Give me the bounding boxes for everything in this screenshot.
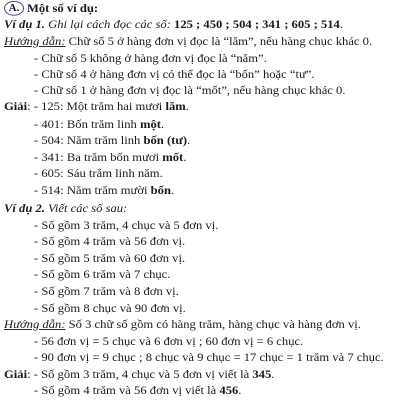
section-badge: A. bbox=[4, 1, 24, 16]
solution-1-bold-3: bốn (tư) bbox=[143, 134, 188, 148]
guide-2-line-1 bbox=[4, 318, 361, 332]
solution-1-line-6 bbox=[34, 184, 174, 198]
guide-1-line-4: - Chữ số 1 ở hàng đơn vị đọc là “mốt”, nếu hàng chục khác 0. bbox=[34, 83, 346, 97]
solution-2-text-2: - Số gồm 4 trăm và 56 đơn vị viết là bbox=[34, 384, 220, 398]
solution-1-bold-1: lăm bbox=[165, 100, 186, 114]
solution-1-line-1 bbox=[4, 100, 189, 114]
example-2-item: - Số gồm 5 trăm và 60 đơn vị. bbox=[34, 251, 186, 265]
guide-2-label: Hướng dẫn: bbox=[4, 318, 66, 331]
solution-1-end-2: . bbox=[160, 117, 165, 131]
solution-2-line-2 bbox=[34, 384, 241, 398]
solution-2-end-1: . bbox=[271, 367, 275, 381]
example-2-item: - Số gồm 6 trăm và 7 chục. bbox=[34, 268, 171, 282]
solution-1-line-3 bbox=[34, 134, 190, 148]
guide-1-line-3: - Chữ số 4 ở hàng đơn vị có thể đọc là “bốn” hoặc “tư”. bbox=[34, 68, 315, 81]
example-1-numbers: 125 ; 450 ; 504 ; 341 ; 605 ; 514 bbox=[174, 18, 340, 32]
solution-1-line-4 bbox=[34, 151, 186, 165]
solution-1-text-6: - 514: Năm trăm mười bbox=[34, 183, 151, 197]
solution-2-label: Giải bbox=[4, 367, 28, 381]
example-2-task: Viết các số sau: bbox=[44, 202, 128, 216]
solution-1-end-6: . bbox=[170, 183, 175, 197]
solution-1-label: Giải bbox=[4, 100, 28, 114]
solution-1-text-3: - 504: Năm trăm linh bbox=[34, 134, 144, 148]
solution-1-line-2 bbox=[34, 118, 164, 132]
solution-1-end-1: . bbox=[185, 100, 189, 114]
guide-2-text-1: Số 3 chữ số gồm có hàng trăm, hàng chục và hàng đơn vị. bbox=[65, 318, 361, 331]
guide-2-line-2: - 56 đơn vị = 5 chục và 6 đơn vị ; 60 đơn vị = 6 chục. bbox=[34, 334, 304, 348]
solution-1-end-3: . bbox=[187, 134, 191, 148]
example-1-task: Ghi lại cách đọc các số: bbox=[44, 18, 175, 32]
solution-2-bold-1: 345 bbox=[252, 367, 272, 381]
solution-1-end-4: . bbox=[183, 150, 187, 164]
solution-1-text-2: - 401: Bốn trăm linh bbox=[34, 117, 140, 131]
solution-1-line-5: - 605: Sáu trăm linh năm. bbox=[34, 167, 163, 181]
solution-1-text-1: : - 125: Một trăm hai mươi bbox=[27, 100, 166, 114]
example-1-label: Ví dụ 1. bbox=[4, 18, 45, 32]
solution-2-line-1 bbox=[4, 368, 274, 382]
solution-2-bold-2: 456 bbox=[219, 384, 239, 398]
example-1-prompt bbox=[4, 18, 343, 32]
example-2-item: - Số gồm 3 trăm, 4 chục và 5 đơn vị. bbox=[34, 218, 219, 232]
example-2-prompt bbox=[4, 202, 127, 216]
section-title: Một số ví dụ: bbox=[27, 1, 99, 15]
guide-1-line-1 bbox=[4, 35, 372, 49]
solution-1-bold-4: mốt bbox=[162, 150, 184, 164]
solution-2-text-1: : - Số gồm 3 trăm, 4 chục và 5 đơn vị viết là bbox=[27, 367, 253, 381]
example-2-item: - Số gồm 8 chục và 90 đơn vị. bbox=[34, 301, 186, 315]
example-2-item: - Số gồm 7 trăm và 8 đơn vị. bbox=[34, 284, 179, 298]
solution-2-end-2: . bbox=[238, 384, 242, 398]
guide-1-label: Hướng dẫn: bbox=[4, 34, 66, 48]
solution-1-bold-6: bốn bbox=[150, 183, 171, 197]
guide-1-text-1: Chữ số 5 ở hàng đơn vị đọc là “lăm”, nếu hàng chục khác 0. bbox=[65, 34, 373, 48]
example-1-end: . bbox=[339, 18, 343, 32]
example-2-item: - Số gồm 4 trăm và 56 đơn vị. bbox=[34, 235, 186, 249]
solution-1-text-4: - 341: Ba trăm bốn mươi bbox=[34, 150, 163, 164]
solution-1-bold-2: một bbox=[140, 117, 161, 131]
guide-1-line-2: - Chữ số 5 không ở hàng đơn vị đọc là “năm”. bbox=[34, 51, 267, 65]
guide-2-line-3: - 90 đơn vị = 9 chục ; 8 chục và 9 chục = 17 chục = 1 trăm và 7 chục. bbox=[34, 351, 384, 364]
section-heading bbox=[4, 1, 98, 16]
example-2-label: Ví dụ 2. bbox=[4, 202, 45, 216]
